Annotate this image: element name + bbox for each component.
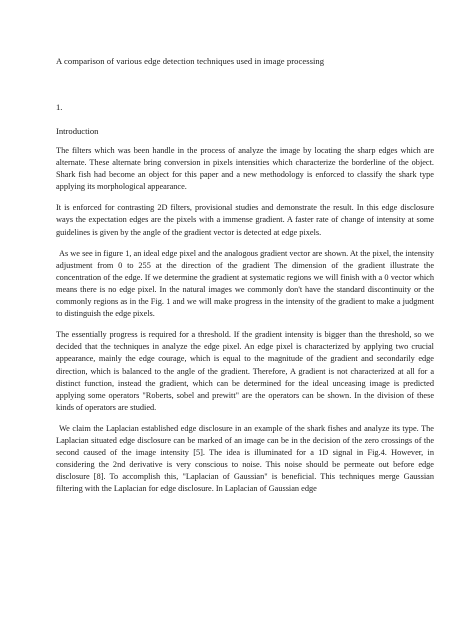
- section-number: 1.: [56, 102, 63, 112]
- paragraph-2: It is enforced for contrasting 2D filters, provisional studies and demonstrate the result. In this edge disclosure ways the expectation edges are the pixels with a immense gradient. A faster rate of change of intensity at some guidelines is given by the angle of the gradient vector is detected at edge pixels.: [56, 203, 434, 237]
- paragraph-4: The essentially progress is required for a threshold. If the gradient intensity is bigger than the threshold, so we decided that the techniques in analyze the edge pixel. An edge pixel is characterized by applying two crucial appearance, mainly the edge courage, which is equal to the magnitude of the gradient and secondarily edge direction, which is balanced to the angle of the gradient. Therefore, A gradient is not characterized at all for a distinct function, instead the gradient, which can be determined for the ideal unceasing image is predicted applying some operators "Roberts, sobel and prewitt" are the operators can be shown. In the division of these kinds of operators are studied.: [56, 330, 434, 412]
- paragraph-1: The filters which was been handle in the process of analyze the image by locating the sharp edges which are alternate. These alternate bring conversion in pixels intensities which characterize the borderline of the object. Shark fish had become an object for this paper and a new methodology is enforced to classify the shark type applying its morphological appearance.: [56, 146, 434, 192]
- paragraph-5: We claim the Laplacian established edge disclosure in an example of the shark fishes and analyze its type. The Laplacian situated edge disclosure can be marked of an image can be in the decision of the zero crossings of the second caused of the image intensity [5]. The idea is illuminated for a 1D signal in Fig.4. However, in considering the 2nd derivative is very conscious to noise. This noise should be permeate out before edge disclosure [8]. To accomplish this, "Laplacian of Gaussian" is beneficial. This techniques merge Gaussian filtering with the Laplacian for edge disclosure. In Laplacian of Gaussian edge: [56, 423, 434, 494]
- document-title: A comparison of various edge detection techniques used in image processing: [56, 56, 325, 66]
- section-heading: Introduction: [56, 126, 99, 136]
- paragraph-3: As we see in figure 1, an ideal edge pixel and the analogous gradient vector are shown. At the pixel, the intensity adjustment from 0 to 255 at the direction of the gradient The dimension of the gradient illustrate the concentration of the edge. If we determine the gradient at systematic regions we will finish with a 0 vector which means there is no edge pixel. In the natural images we commonly don't have the standard discontinuity or the commonly regions as in the Fig. 1 and we will make progress in the intensity of the gradient to make a judgment to distinguish the edge pixels.: [56, 248, 434, 319]
